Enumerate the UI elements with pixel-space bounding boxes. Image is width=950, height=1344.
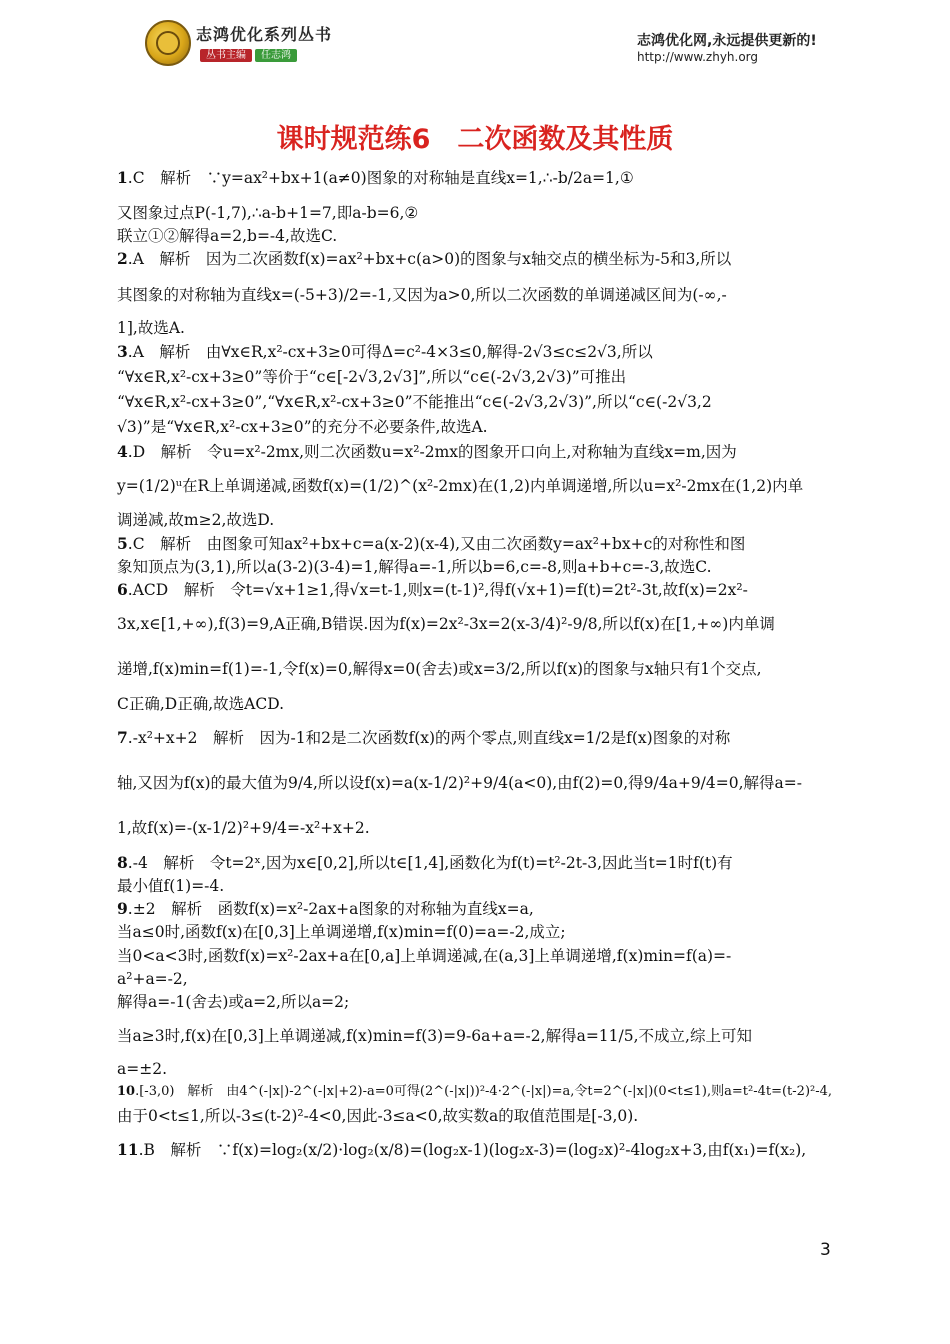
text-line [117, 1140, 806, 1160]
text-line [117, 417, 488, 437]
text-line [117, 249, 731, 269]
line-text: .B 解析 ∵f(x)=log₂(x/2)·log₂(x/8)=(log₂x-1)(log₂x-3)=(log₂x)²-4log₂x+3,由f(x₁)=f(x₂), [138, 1141, 807, 1159]
line-text: 由于0<t≤1,所以-3≤(t-2)²-4<0,因此-3≤a<0,故实数a的取值范围是[-3,0). [117, 1107, 639, 1125]
text-line [117, 946, 731, 966]
line-text: .D 解析 令u=x²-2mx,则二次函数u=x²-2mx的图象开口向上,对称轴为直线x=m,因为 [127, 443, 737, 461]
text-line [117, 818, 370, 838]
line-text: 当a≥3时,f(x)在[0,3]上单调递减,f(x)min=f(3)=9-6a+a=-2,解得a=11/5,不成立,综上可知 [117, 1027, 752, 1045]
line-text: y=(1/2)ᵘ在R上单调递减,函数f(x)=(1/2)^(x²-2mx)在(1,2)内单调递增,所以u=x²-2mx在(1,2)内单 [117, 477, 804, 495]
question-number: 2 [117, 249, 128, 268]
line-text: 又图象过点P(-1,7),∴a-b+1=7,即a-b=6,② [117, 204, 419, 222]
text-line [117, 342, 653, 362]
text-line [117, 168, 634, 188]
text-line [117, 285, 727, 305]
line-text: 1],故选A. [117, 319, 185, 337]
line-text: 象知顶点为(3,1),所以a(3-2)(3-4)=1,解得a=-1,所以b=6,c=-8,则a+b+c=-3,故选C. [117, 558, 712, 576]
line-text: 1,故f(x)=-(x-1/2)²+9/4=-x²+x+2. [117, 819, 370, 837]
line-text: 解得a=-1(舍去)或a=2,所以a=2; [117, 993, 350, 1011]
line-text: 其图象的对称轴为直线x=(-5+3)/2=-1,又因为a>0,所以二次函数的单调递减区间为(-∞,- [117, 286, 727, 304]
series-title: 志鸿优化系列丛书 [196, 25, 333, 44]
editor-label: 丛书主编 [200, 49, 252, 62]
line-text: 联立①②解得a=2,b=-4,故选C. [117, 227, 338, 245]
line-text: C正确,D正确,故选ACD. [117, 695, 284, 713]
line-text: 最小值f(1)=-4. [117, 877, 225, 895]
line-text: 轴,又因为f(x)的最大值为9/4,所以设f(x)=a(x-1/2)²+9/4(a<0),由f(2)=0,得9/4a+9/4=0,解得a=- [117, 774, 803, 792]
text-line [117, 580, 748, 600]
question-number: 3 [117, 342, 128, 361]
line-text: .A 解析 由∀x∈R,x²-cx+3≥0可得Δ=c²-4×3≤0,解得-2√3≤c≤2√3,所以 [127, 343, 653, 361]
text-line [117, 367, 626, 387]
text-line [117, 1082, 832, 1102]
page-title: 课时规范练6 二次函数及其性质 [276, 124, 674, 155]
line-text: .-x²+x+2 解析 因为-1和2是二次函数f(x)的两个零点,则直线x=1/2是f(x)图象的对称 [127, 729, 731, 747]
text-line [117, 1026, 752, 1046]
text-line [117, 203, 418, 223]
line-text: .±2 解析 函数f(x)=x²-2ax+a图象的对称轴为直线x=a, [127, 900, 534, 918]
line-text: “∀x∈R,x²-cx+3≥0”等价于“c∈[-2√3,2√3]”,所以“c∈(-2√3,2√3)”可推出 [117, 368, 627, 386]
text-line [117, 773, 802, 793]
question-number: 6 [117, 580, 128, 599]
text-line [117, 318, 185, 338]
line-text: .ACD 解析 令t=√x+1≥1,得√x=t-1,则x=(t-1)²,得f(√x+1)=f(t)=2t²-3t,故f(x)=2x²- [127, 581, 748, 599]
text-line [117, 557, 712, 577]
line-text: .-4 解析 令t=2ˣ,因为x∈[0,2],所以t∈[1,4],函数化为f(t)=t²-2t-3,因此当t=1时f(t)有 [127, 854, 733, 872]
line-text: 调递减,故m≥2,故选D. [117, 511, 275, 529]
text-line [117, 694, 284, 714]
text-line [117, 476, 803, 496]
text-line [117, 922, 566, 942]
text-line [117, 728, 730, 748]
question-number: 5 [117, 534, 128, 553]
page-number: 3 [820, 1240, 831, 1260]
logo-icon [145, 20, 191, 66]
line-text: .A 解析 因为二次函数f(x)=ax²+bx+c(a>0)的图象与x轴交点的横坐标为-5和3,所以 [127, 250, 732, 268]
line-text: a²+a=-2, [117, 970, 188, 988]
editor-row [200, 46, 297, 61]
editor-name: 任志鸿 [255, 49, 297, 62]
header-slogan: 志鸿优化网,永远提供更新的! [637, 33, 817, 49]
line-text: 递增,f(x)min=f(1)=-1,令f(x)=0,解得x=0(舍去)或x=3/2,所以f(x)的图象与x轴只有1个交点, [117, 660, 762, 678]
text-line [117, 510, 274, 530]
line-text: .C 解析 ∵y=ax²+bx+1(a≠0)图象的对称轴是直线x=1,∴-b/2a=1,① [127, 169, 634, 187]
text-line [117, 1106, 638, 1126]
text-line [117, 534, 745, 554]
text-line [117, 853, 733, 873]
line-text: .C 解析 由图象可知ax²+bx+c=a(x-2)(x-4),又由二次函数y=ax²+bx+c的对称性和图 [127, 535, 746, 553]
line-text: 当a≤0时,函数f(x)在[0,3]上单调递增,f(x)min=f(0)=a=-2,成立; [117, 923, 566, 941]
line-text: a=±2. [117, 1060, 168, 1078]
page-header [0, 0, 950, 80]
line-text: √3)”是“∀x∈R,x²-cx+3≥0”的充分不必要条件,故选A. [117, 418, 488, 436]
text-line [117, 392, 712, 412]
question-number: 7 [117, 728, 128, 747]
header-url[interactable]: http://www.zhyh.org [637, 50, 759, 64]
question-number: 10 [117, 1084, 136, 1099]
text-line [117, 659, 762, 679]
question-number: 11 [117, 1140, 139, 1159]
text-line [117, 876, 224, 896]
text-line [117, 614, 775, 634]
question-number: 8 [117, 853, 128, 872]
line-text: “∀x∈R,x²-cx+3≥0”,“∀x∈R,x²-cx+3≥0”不能推出“c∈(-2√3,2√3)”,所以“c∈(-2√3,2 [117, 393, 712, 411]
text-line [117, 1059, 167, 1079]
line-text: 3x,x∈[1,+∞),f(3)=9,A正确,B错误.因为f(x)=2x²-3x=2(x-3/4)²-9/8,所以f(x)在[1,+∞)内单调 [117, 615, 775, 633]
line-text: 当0<a<3时,函数f(x)=x²-2ax+a在[0,a]上单调递减,在(a,3]上单调递增,f(x)min=f(a)=- [117, 947, 732, 965]
question-number: 4 [117, 442, 128, 461]
line-text: .[-3,0) 解析 由4^(-|x|)-2^(-|x|+2)-a=0可得(2^(-|x|))²-4·2^(-|x|)=a,令t=2^(-|x|)(0<t≤1),则a=t²-4t=(t-2)²-4, [135, 1084, 833, 1099]
question-number: 9 [117, 899, 128, 918]
text-line [117, 226, 337, 246]
text-line [117, 969, 188, 989]
text-line [117, 899, 534, 919]
text-line [117, 442, 737, 462]
question-number: 1 [117, 168, 128, 187]
text-line [117, 992, 349, 1012]
